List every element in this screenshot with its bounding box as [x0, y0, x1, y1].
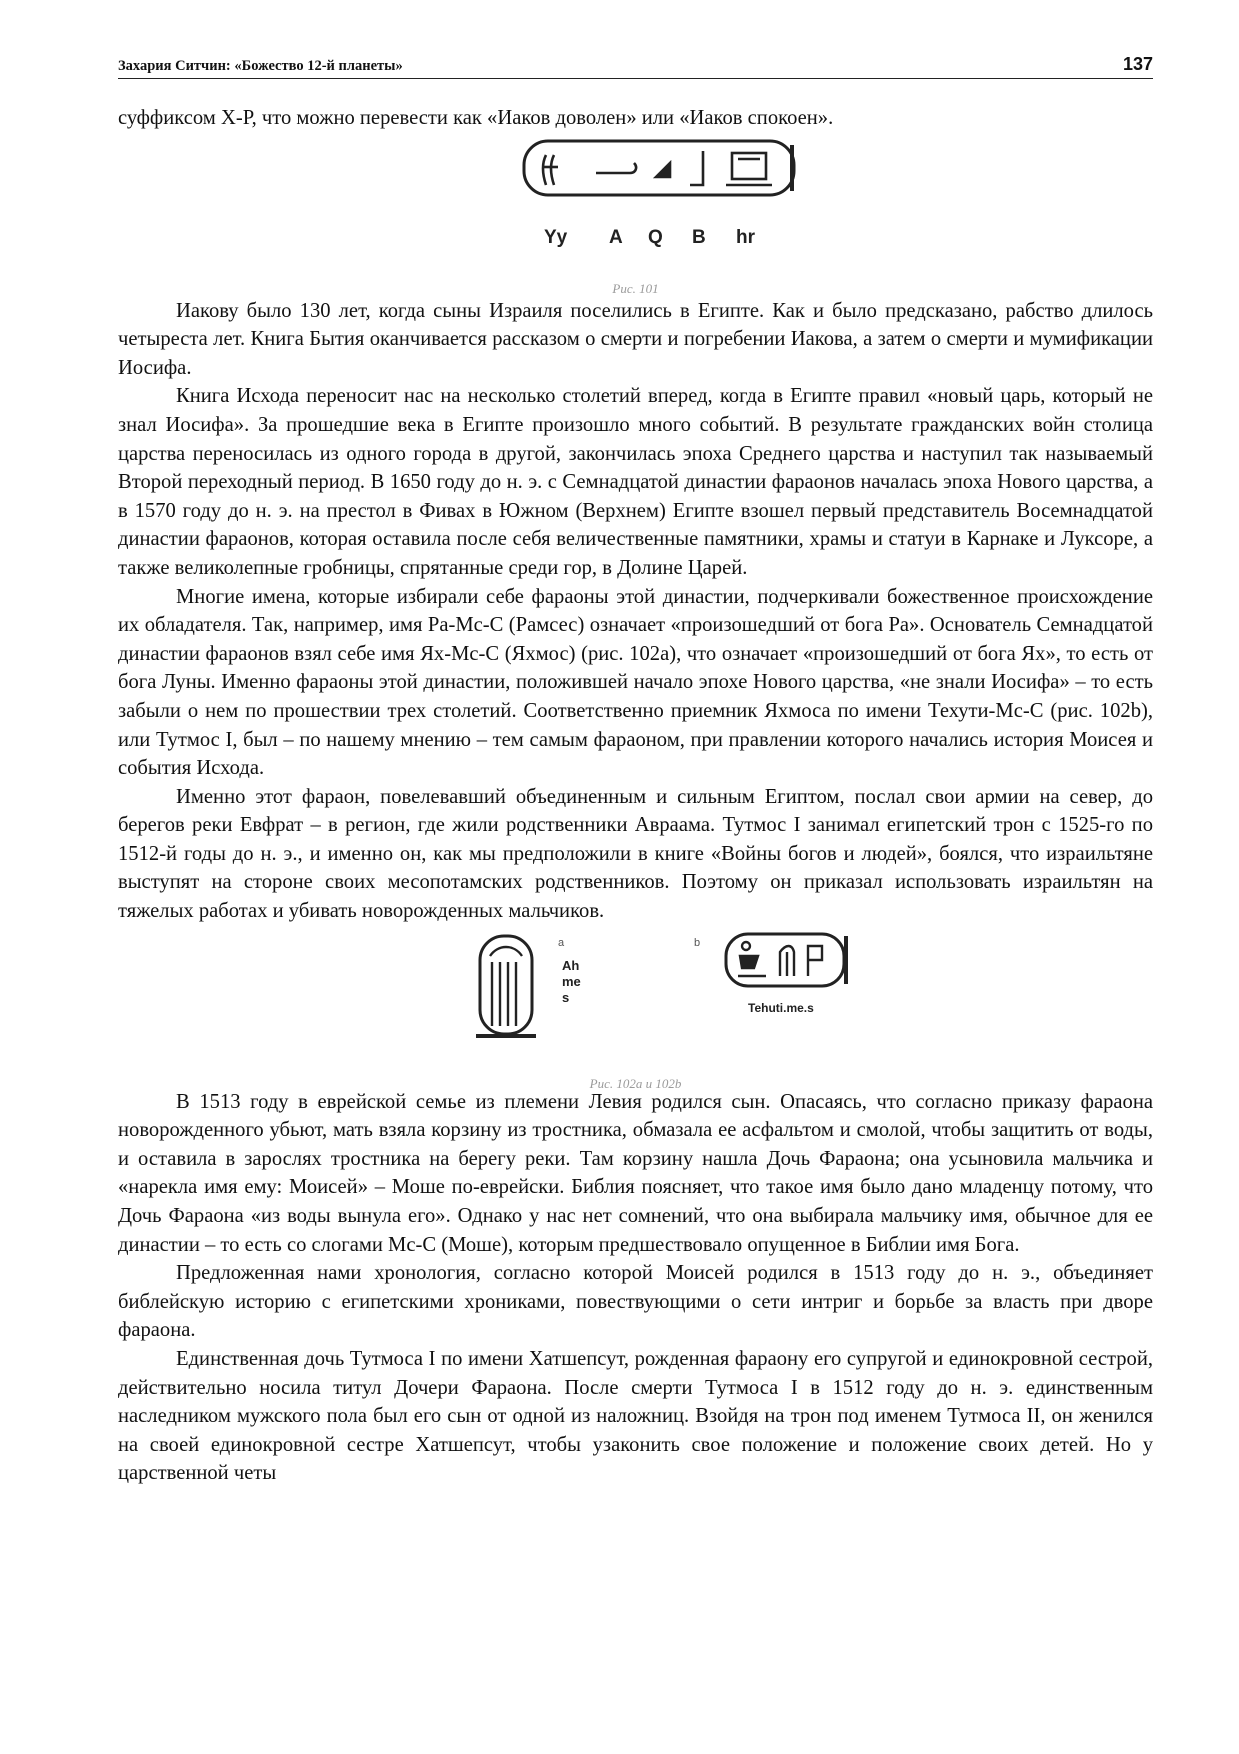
- ahmes-label-line-3: s: [562, 989, 570, 1005]
- figure-102: [118, 926, 1153, 1091]
- paragraph: Многие имена, которые избирали себе фараоны этой династии, подчеркивали божественное происхождение их обладателя. Так, например, имя Ра-Мс-С (Рамсес) означает «произошедший от бога Ра». Основатель Семнадцатой династии фараонов взял себе имя Ях-Мс-С (Яхмос) (рис. 102а), что означает «произошедший от бога Ях», то есть от бога Луны. Именно фараоны этой династии, положившей начало эпохе Нового царства, «не знали Иосифа» – то есть забыли о нем по прошествии трех столетий. Соответственно приемник Яхмоса по имени Техути-Мс-С (рис. 102b), или Тутмос I, был – по нашему мнению – тем самым фараоном, при правлении которого начались история Моисея и события Исхода.: [118, 585, 1153, 780]
- cartouche-101-graphic: [118, 133, 1153, 273]
- cartouche-101: [524, 141, 794, 195]
- glyph-label-yy: Yy: [544, 226, 568, 248]
- glyph-label-b: B: [692, 226, 706, 248]
- hieroglyphs-102b: [738, 942, 822, 976]
- glyph-label-q: Q: [648, 226, 663, 248]
- figure-102-caption: Рис. 102a и 102b: [589, 1075, 682, 1091]
- running-title: Захария Ситчин: «Божество 12-й планеты»: [118, 58, 403, 74]
- figure-101-caption: Рис. 101: [612, 280, 659, 296]
- body-text: [118, 104, 1153, 1488]
- glyph-label-a: A: [609, 226, 623, 248]
- cartouche-102-graphic: [118, 926, 1153, 1066]
- paragraph: Именно этот фараон, повелевавший объединенным и сильным Египтом, послал свои армии на север, до берегов реки Евфрат – в регион, где жили родственники Авраама. Тутмос I занимал египетский трон с 1525-го по 1512-й годы до н. э., и именно он, как мы предположили в книге «Войны богов и людей», боялся, что израильтяне выступят на стороне своих месопотамских родственников. Поэтому он приказал использовать израильтян на тяжелых работах и убивать новорожденных мальчиков.: [118, 785, 1153, 923]
- paragraph: Единственная дочь Тутмоса I по имени Хатшепсут, рожденная фараону его супругой и единокровной сестрой, действительно носила титул Дочери Фараона. После смерти Тутмоса I в 1512 году до н. э. единственным наследником мужского пола был его сын от одной из наложниц. Взойдя на трон под именем Тутмоса II, он женился на своей единокровной сестре Хатшепсут, чтобы узаконить свое положение и положение своих детей. Но у царственной четы: [118, 1348, 1153, 1485]
- glyph-label-hr: hr: [736, 226, 755, 248]
- figure-101: [118, 133, 1153, 297]
- paragraph: В 1513 году в еврейской семье из племени Левия родился сын. Опасаясь, что согласно приказу фараона новорожденного убьют, мать взяла корзину из тростника, обмазала ее асфальтом и смолой, чтобы защитить от воды, и оставила в зарослях тростника на берегу реки. Там корзину нашла Дочь Фараона; она усыновила мальчика и «нарекла имя ему: Моисей» – Моше по-еврейски. Библия поясняет, что такое имя было дано младенцу потому, что Дочь Фараона «из воды вынула его». Однако у нас нет сомнений, что она выбирала мальчику имя, обычное для ее династии – то есть со слогами Мс-С (Моше), которым предшествовало опущенное в Библии имя Бога.: [118, 1090, 1153, 1256]
- paragraph: Книга Исхода переносит нас на несколько столетий вперед, когда в Египте правил «новый царь, который не знал Иосифа». За прошедшие века в Египте произошло много событий. В результате гражданских войн столица царства переносилась из одного города в другой, закончилась эпоха Среднего царства и наступил так называемый Второй переходный период. В 1650 году до н. э. с Семнадцатой династии фараонов началась эпоха Нового царства, а в 1570 году до н. э. на престол в Фивах в Южном (Верхнем) Египте взошел первый представитель Восемнадцатой династии фараонов, которая оставила после себя величественные памятники, храмы и статуи в Карнаке и Луксоре, а также великолепные гробницы, спрятанные среди гор, в Долине Царей.: [118, 385, 1153, 579]
- page-number: 137: [1122, 54, 1153, 74]
- paragraph: суффиксом Х-Р, что можно перевести как «Иаков доволен» или «Иаков спокоен».: [118, 107, 834, 129]
- hieroglyphs-102a: [490, 947, 522, 1026]
- ahmes-label-line-1: Ah: [562, 957, 580, 973]
- tehuti-label: Tehuti.me.s: [748, 1000, 814, 1015]
- figure-label-b: b: [694, 936, 701, 949]
- transliteration-labels: [544, 227, 756, 248]
- figure-label-a: a: [558, 936, 565, 949]
- paragraph: Иакову было 130 лет, когда сыны Израиля поселились в Египте. Как и было предсказано, рабство длилось четыреста лет. Книга Бытия оканчивается рассказом о смерти и погребении Иакова, а затем о смерти и мумификации Иосифа.: [118, 299, 1153, 379]
- ahmes-label-line-2: me: [562, 973, 581, 989]
- hieroglyphs-101: [542, 151, 772, 185]
- paragraph: Предложенная нами хронология, согласно которой Моисей родился в 1513 году до н. э., объединяет библейскую историю с египетскими хрониками, повествующими о сети интриг и борьбе за власть при дворе фараона.: [118, 1262, 1153, 1342]
- running-header: [118, 54, 1153, 79]
- cartouche-102a: [476, 936, 536, 1036]
